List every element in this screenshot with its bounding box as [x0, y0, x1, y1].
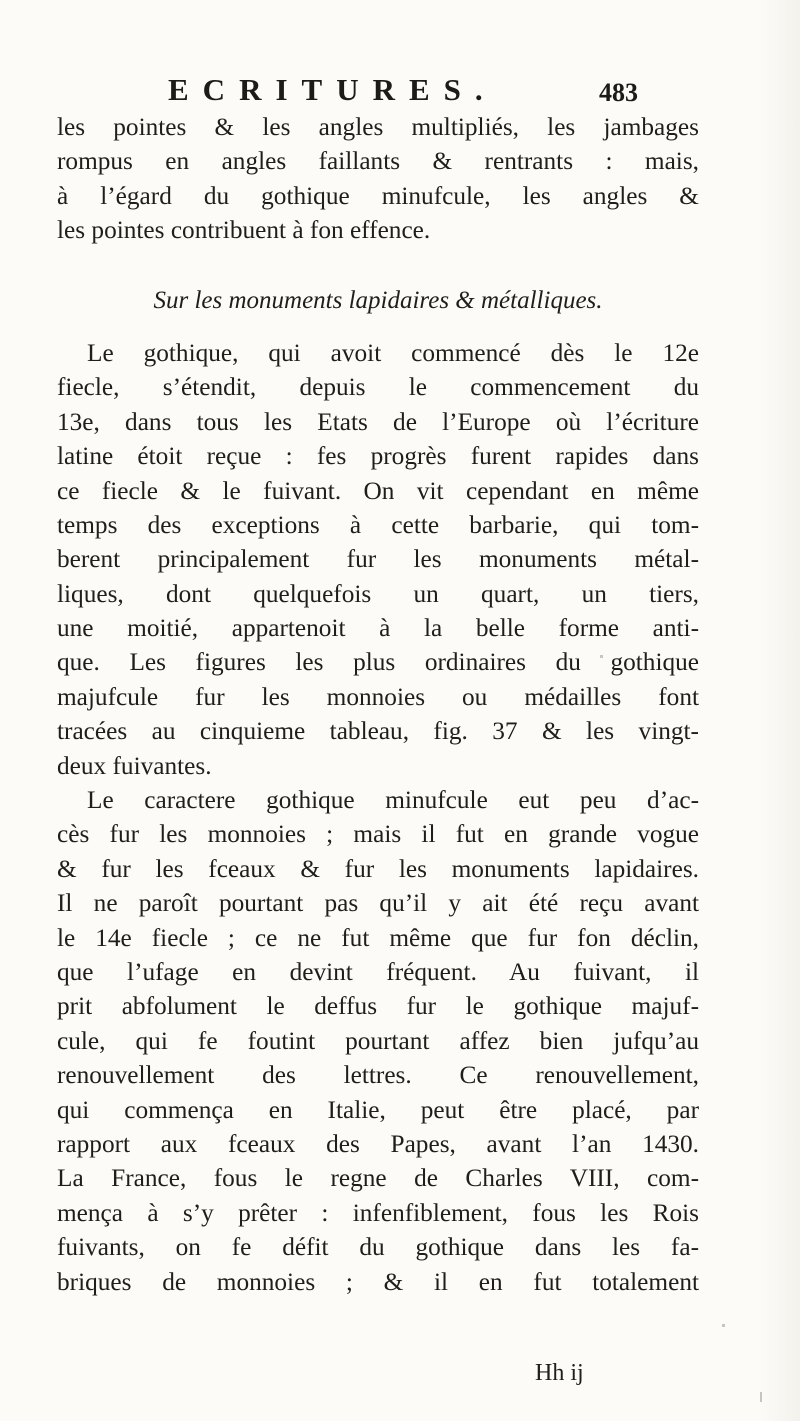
text-line: cule, qui fe foutint pourtant affez bien jufqu’au — [57, 1026, 699, 1055]
text-line: rompus en angles faillants & rentrants : mais, — [57, 147, 699, 176]
running-head — [168, 72, 638, 112]
text-line: les pointes & les angles multipliés, les jambages — [57, 113, 699, 141]
catchword: Hh ij — [535, 1360, 584, 1386]
text-line: ce fiecle & le fuivant. On vit cependant en même — [57, 476, 699, 505]
text-line: tracées au cinquieme tableau, fig. 37 & les vingt- — [57, 717, 699, 746]
body-text — [57, 110, 699, 1299]
text-line: fiecle, s’étendit, depuis le commencement du — [57, 373, 699, 402]
text-line: cès fur les monnoies ; mais il fut en grande vogue — [57, 820, 699, 849]
text-line: une moitié, appartenoit à la belle forme anti- — [57, 614, 699, 643]
paper-fleck — [600, 655, 603, 658]
text-line: berent principalement fur les monuments métal- — [57, 545, 699, 574]
text-line: renouvellement des lettres. Ce renouvellement, — [57, 1061, 699, 1090]
text-line: majufcule fur les monnoies ou médailles font — [57, 682, 699, 711]
text-line: Le caractere gothique minufcule eut peu d’ac- — [87, 786, 699, 815]
text-line: liques, dont quelquefois un quart, un tiers, — [57, 579, 699, 608]
text-line: rapport aux fceaux des Papes, avant l’an 1430. — [57, 1129, 699, 1158]
text-line: que. Les figures les plus ordinaires du gothique — [57, 648, 699, 677]
page-edge-shadow — [760, 0, 800, 1421]
paper-fleck — [722, 1324, 725, 1327]
text-line: Il ne paroît pourtant pas qu’il y ait été reçu avant — [57, 889, 699, 918]
text-line: & fur les fceaux & fur les monuments lapidaires. — [57, 854, 699, 883]
text-line: La France, fous le regne de Charles VIII, com- — [57, 1164, 699, 1193]
text-line: mença à s’y prêter : infenfiblement, fous les Rois — [57, 1198, 699, 1227]
text-line: prit abfolument le deffus fur le gothique majuf- — [57, 992, 699, 1021]
text-line: Le gothique, qui avoit commencé dès le 12e — [87, 338, 699, 367]
text-line: deux fuivantes. — [57, 751, 212, 780]
text-line: 13e, dans tous les Etats de l’Europe où l’écriture — [57, 407, 699, 436]
text-line: qui commença en Italie, peut être placé, par — [57, 1095, 699, 1124]
running-title: ECRITURES. — [168, 72, 497, 107]
catchword-area — [0, 1360, 800, 1400]
text-line: briques de monnoies ; & il en fut totalement — [57, 1267, 699, 1296]
paper-fleck — [760, 1392, 762, 1402]
text-line: le 14e fiecle ; ce ne fut même que fur fon déclin, — [57, 923, 699, 952]
text-line: latine étoit reçue : fes progrès furent rapides dans — [57, 442, 699, 471]
text-line: les pointes contribuent à fon effence. — [57, 216, 431, 245]
section-heading: Sur les monuments lapidaires & métalliques. — [153, 286, 603, 314]
page-number: 483 — [599, 78, 638, 107]
text-line: que l’ufage en devint fréquent. Au fuivant, il — [57, 958, 699, 986]
text-line: à l’égard du gothique minufcule, les angles & — [57, 181, 699, 210]
text-line: temps des exceptions à cette barbarie, qui tom- — [57, 510, 699, 539]
text-line: fuivants, on fe défit du gothique dans les fa- — [57, 1233, 699, 1262]
